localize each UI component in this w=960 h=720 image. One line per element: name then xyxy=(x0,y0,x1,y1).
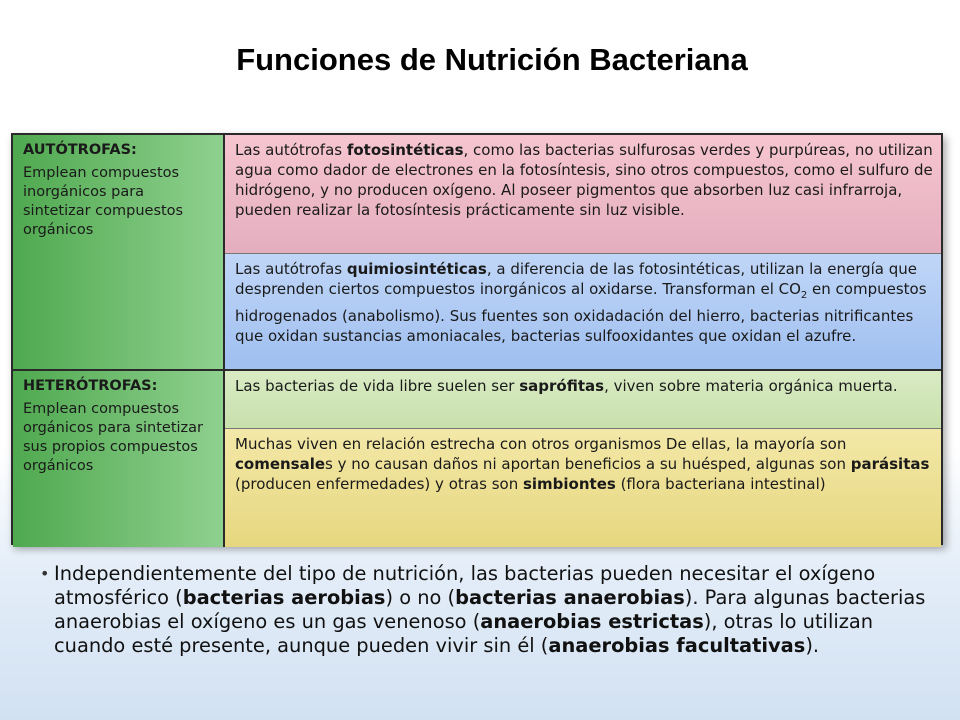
relacion-cell: Muchas viven en relación estrecha con otros organismos De ellas, la mayoría son comensales y no causan daños ni aportan beneficios a su huésped, algunas son parásitas (producen enfermedades) y otras son simbiontes (flora bacteriana intestinal) xyxy=(225,429,941,547)
heterotrofas-heading: HETERÓTROFAS: xyxy=(23,378,158,394)
heterotrofas-description: Emplean compuestos orgánicos para sintetizar sus propios compuestos orgánicos xyxy=(23,401,203,474)
oxygen-bullet-paragraph: • Independientemente del tipo de nutrición, las bacterias pueden necesitar el oxígeno atmosférico (bacterias aerobias) o no (bacterias anaerobias). Para algunas bacterias anaerobias el oxígeno es un gas venenoso (anaerobias estrictas), otras lo utilizan cuando esté presente, aunque pueden vivir sin él (anaerobias facultativas). xyxy=(40,562,926,657)
bullet-icon: • xyxy=(40,564,50,583)
autotrofas-cell xyxy=(13,135,225,371)
autotrofas-heading: AUTÓTROFAS: xyxy=(23,142,137,158)
autotrofas-description: Emplean compuestos inorgánicos para sintetizar compuestos orgánicos xyxy=(23,165,184,238)
quimiosinteticas-cell: Las autótrofas quimiosintéticas, a diferencia de las fotosintéticas, utilizan la energía que desprenden ciertos compuestos inorgánicos al oxidarse. Transforman el $CO_2$ en compuestos hidrogenados (anabolismo). Sus fuentes son oxidadación del hierro, bacterias nitrificantes que oxidan sustancias amoniacales, bacterias sulfooxidantes que oxidan el azufre. xyxy=(225,254,941,371)
page-title: Funciones de Nutrición Bacteriana xyxy=(236,42,748,77)
saprofitas-cell: Las bacterias de vida libre suelen ser saprófitas, viven sobre materia orgánica muerta. xyxy=(225,371,941,429)
fotosinteticas-cell: Las autótrofas fotosintéticas, como las bacterias sulfurosas verdes y purpúreas, no utilizan agua como dador de electrones en la fotosíntesis, sino otros compuestos, como el sulfuro de hidrógeno, y no producen oxígeno. Al poseer pigmentos que absorben luz casi infrarroja, pueden realizar la fotosíntesis prácticamente sin luz visible. xyxy=(225,135,941,254)
heterotrofas-cell xyxy=(13,371,225,547)
nutrition-table xyxy=(11,133,943,545)
